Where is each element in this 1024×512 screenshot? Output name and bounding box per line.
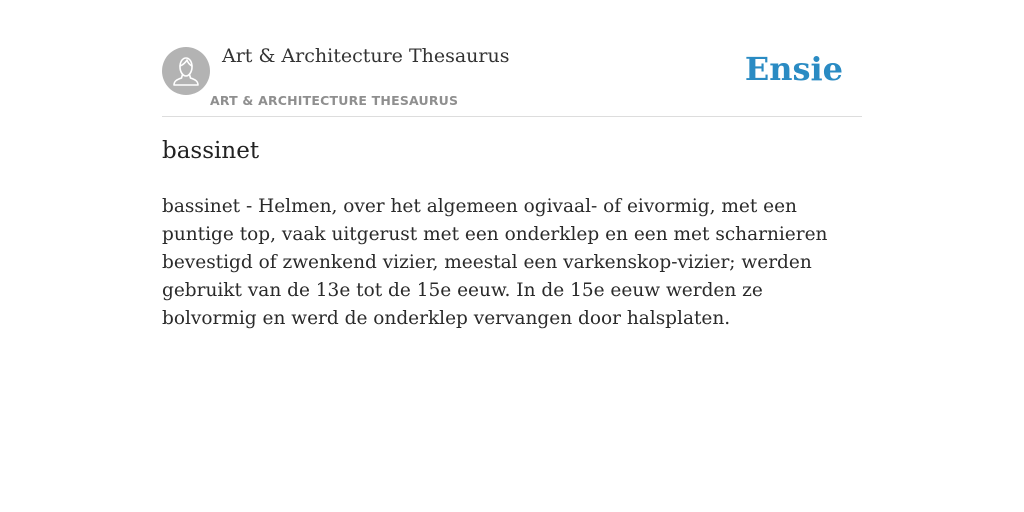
entry-definition: bassinet - Helmen, over het algemeen ogivaal- of eivormig, met een puntige top, vaak uitgerust met een onderklep en een met scharnieren bevestigd of zwenkend vizier, meestal een varkenskop-vizier; werden gebruikt van de 13e tot de 15e eeuw. In de 15e eeuw werden ze bolvormig en werd de onderklep vervangen door halsplaten. [162, 196, 828, 329]
entry-term: bassinet [162, 138, 260, 164]
entry-header [162, 0, 862, 117]
brand-logo[interactable]: Ensie [744, 50, 843, 88]
source-title[interactable]: Art & Architecture Thesaurus [222, 45, 510, 67]
user-icon [162, 47, 210, 95]
source-avatar[interactable] [162, 47, 210, 95]
entry-card [162, 0, 862, 512]
source-subtitle[interactable]: ART & ARCHITECTURE THESAURUS [210, 93, 459, 108]
